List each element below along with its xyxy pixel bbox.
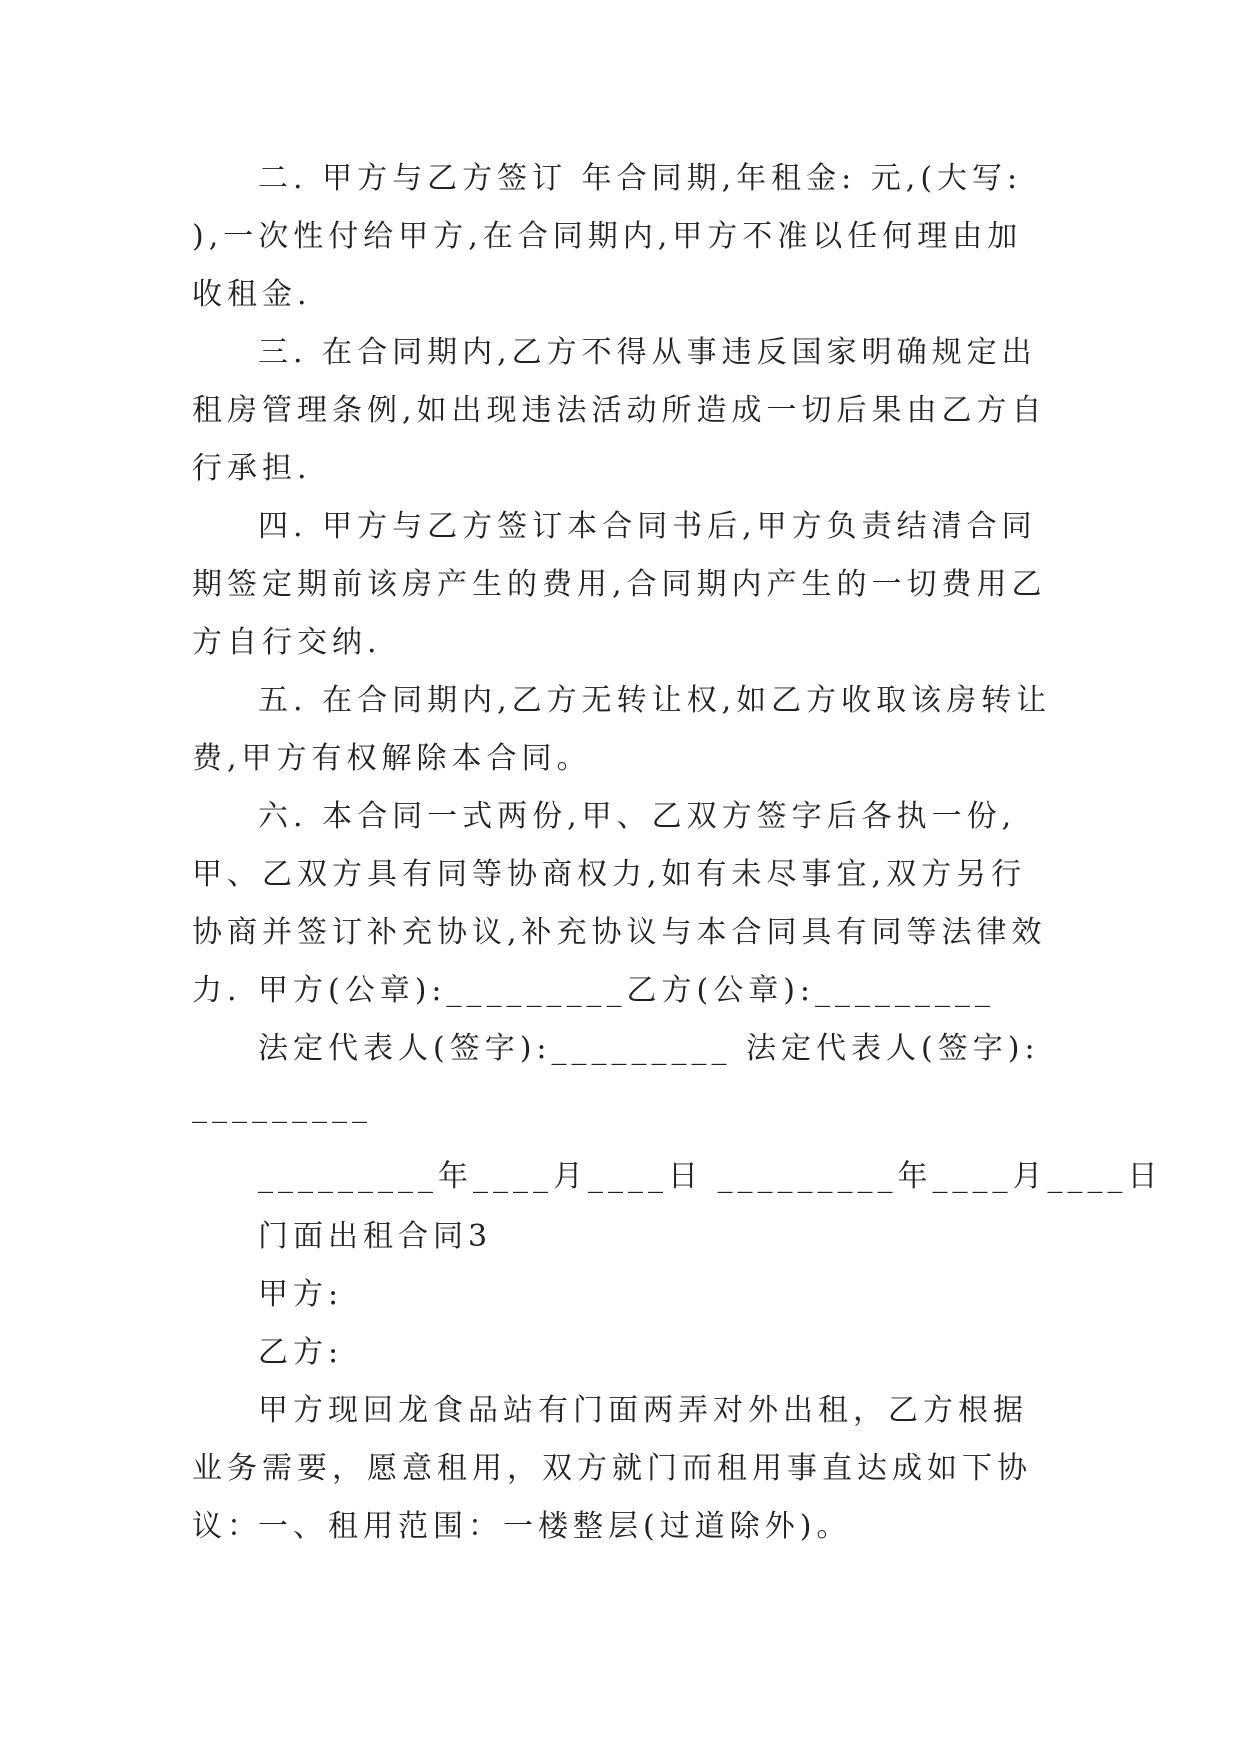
clause-6: 六. 本合同一式两份,甲、乙双方签字后各执一份,甲、乙双方具有同等协商权力,如有未尽事宜,双方另行协商并签订补充协议,补充协议与本合同具有同等法律效力. xyxy=(192,799,1047,1008)
contract-3-title: 门面出租合同3 xyxy=(258,1219,493,1254)
clause-3: 三. 在合同期内,乙方不得从事违反国家明确规定出租房管理条例,如出现违法活动所造成一切后果由乙方自行承担. xyxy=(192,335,1047,486)
date-line: _________年____月____日 _________年____月____日 xyxy=(258,1159,1163,1194)
representative-blank: _________ xyxy=(192,1089,372,1124)
party-b-label: 乙方: xyxy=(258,1335,344,1370)
contract-3-intro: 甲方现回龙食品站有门面两弄对外出租，乙方根据业务需要，愿意租用，双方就门而租用事直达成如下协议： xyxy=(192,1393,1032,1544)
clause-4: 四. 甲方与乙方签订本合同书后,甲方负责结清合同期签定期前该房产生的费用,合同期内产生的一切费用乙方自行交纳. xyxy=(192,509,1047,660)
representative-line: 法定代表人(签字):_________ 法定代表人(签字): xyxy=(258,1031,1040,1066)
party-a-label: 甲方: xyxy=(258,1277,344,1312)
clause-5: 五. 在合同期内,乙方无转让权,如乙方收取该房转让费,甲方有权解除本合同。 xyxy=(192,683,1052,776)
seal-line: 甲方(公章):_________乙方(公章):_________ xyxy=(258,973,996,1008)
contract-3-clause-1: 一、租用范围：一楼整层(过道除外)。 xyxy=(258,1509,852,1544)
clause-2: 二. 甲方与乙方签订 年合同期,年租金: 元,(大写: ),一次性付给甲方,在合同期内,甲方不准以任何理由加收租金. xyxy=(192,161,1023,312)
